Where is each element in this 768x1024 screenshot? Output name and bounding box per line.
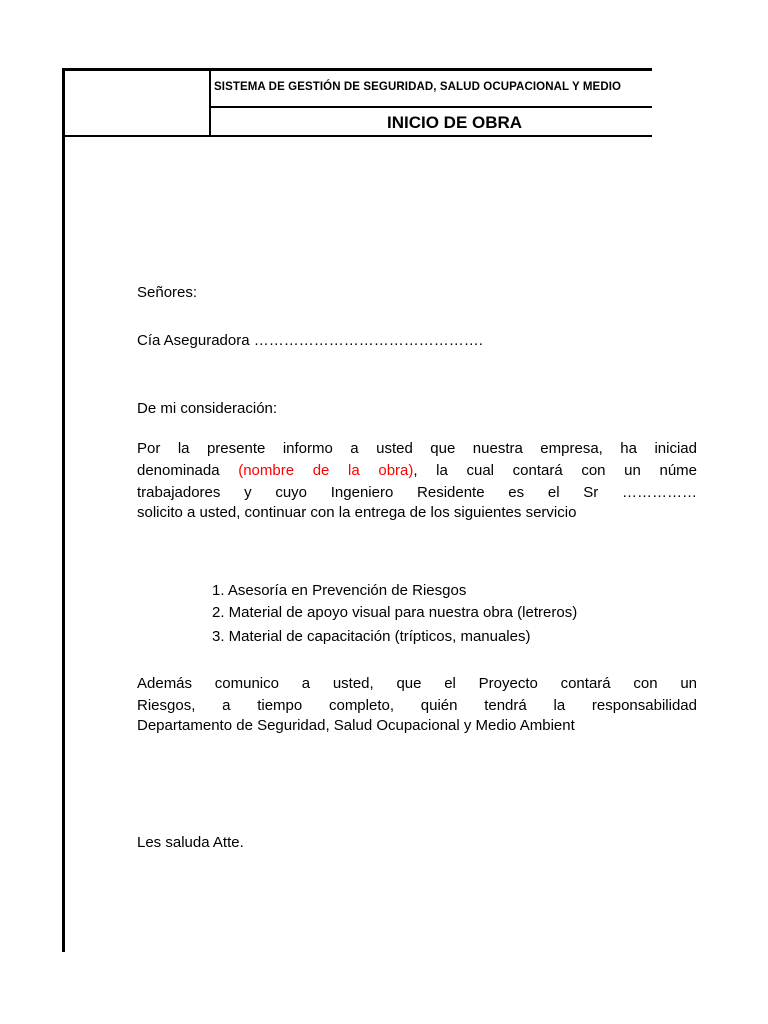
header-bottom-border bbox=[62, 135, 652, 137]
service-item-2: 2. Material de apoyo visual para nuestra obra (letreros) bbox=[212, 604, 578, 621]
document-title: INICIO DE OBRA bbox=[387, 113, 523, 132]
paragraph2-line1: Además comunico a usted, que el Proyecto contará con un bbox=[137, 675, 697, 692]
paragraph1-line2-end: , la cual contará con un núme bbox=[413, 462, 698, 479]
header-mid-border bbox=[209, 106, 652, 108]
greeting: De mi consideración: bbox=[137, 400, 278, 417]
paragraph1-line2 bbox=[137, 461, 698, 481]
project-name-placeholder: (nombre de la obra) bbox=[238, 462, 414, 479]
paragraph1-line4: solicito a usted, continuar con la entrega de los siguientes servicio bbox=[137, 504, 577, 521]
paragraph2-line3: Departamento de Seguridad, Salud Ocupacional y Medio Ambient bbox=[137, 717, 575, 734]
page-left-border bbox=[62, 68, 65, 952]
closing: Les saluda Atte. bbox=[137, 834, 244, 851]
paragraph1-line3: trabajadores y cuyo Ingeniero Residente es el Sr …………… bbox=[137, 484, 697, 501]
header-top-border bbox=[62, 68, 652, 71]
paragraph2-line2: Riesgos, a tiempo completo, quién tendrá la responsabilidad bbox=[137, 697, 697, 714]
recipient-line: Cía Aseguradora ………………………………………. bbox=[137, 332, 483, 349]
salutation: Señores: bbox=[137, 284, 198, 301]
logo-cell-divider bbox=[209, 68, 211, 136]
header-system-title: SISTEMA DE GESTIÓN DE SEGURIDAD, SALUD OCUPACIONAL Y MEDIO bbox=[214, 81, 622, 93]
service-item-3: 3. Material de capacitación (trípticos, manuales) bbox=[212, 628, 531, 645]
paragraph1-line2-start: denominada bbox=[137, 462, 239, 479]
paragraph1-line1: Por la presente informo a usted que nuestra empresa, ha iniciad bbox=[137, 440, 697, 457]
service-item-1: 1. Asesoría en Prevención de Riesgos bbox=[212, 582, 467, 599]
